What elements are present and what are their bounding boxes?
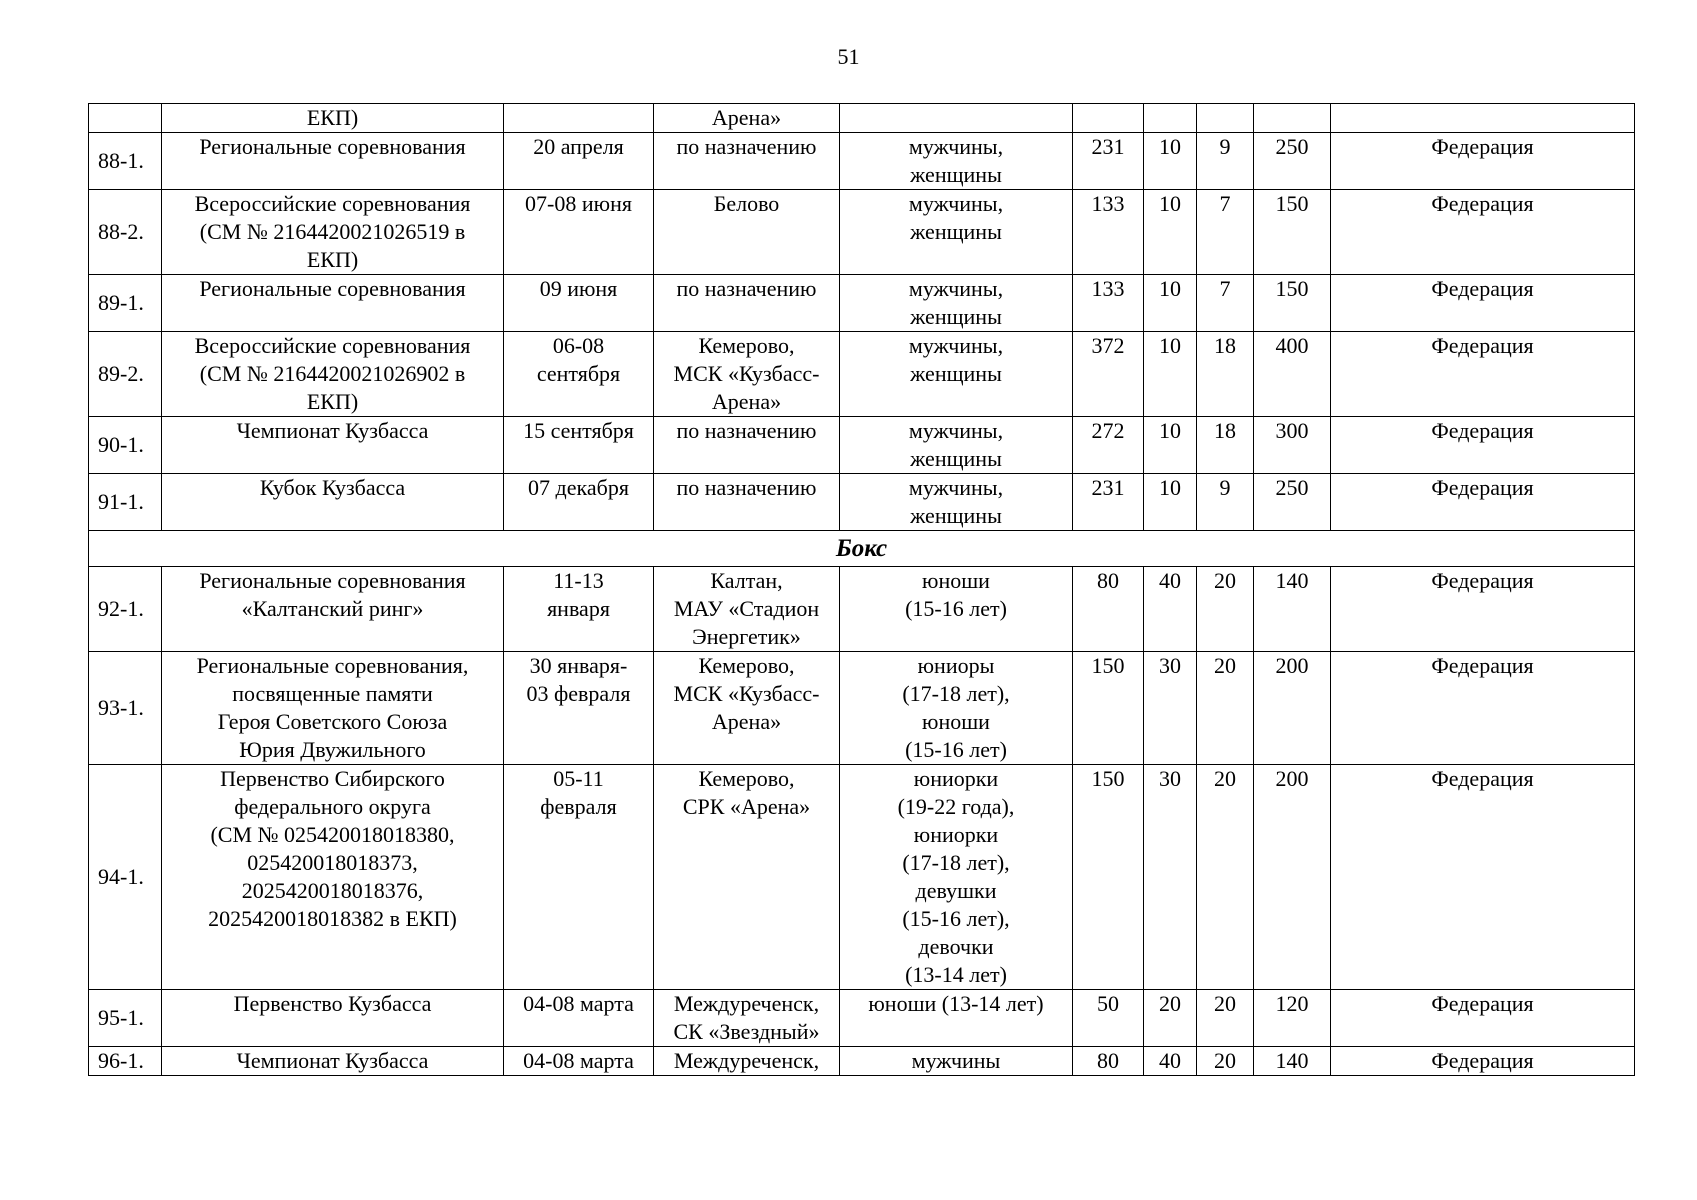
event-date xyxy=(504,474,654,531)
event-place xyxy=(654,190,840,275)
event-name-line: 2025420018018376, xyxy=(241,878,424,903)
event-place-line: по назначению xyxy=(676,134,817,159)
event-participants xyxy=(840,474,1073,531)
event-date xyxy=(504,417,654,474)
event-name-line: «Калтанский ринг» xyxy=(241,596,424,621)
event-date-line: 04-08 марта xyxy=(523,991,634,1016)
event-date-line: 06-08 xyxy=(552,333,605,358)
event-participants-line: девочки xyxy=(918,934,994,959)
event-name-line: Героя Советского Союза xyxy=(217,709,448,734)
count-1 xyxy=(1073,104,1144,133)
table-row xyxy=(89,765,1635,990)
count-1: 272 xyxy=(1073,417,1144,474)
count-2: 30 xyxy=(1144,765,1197,990)
event-place-line: Белово xyxy=(713,191,780,216)
event-date-line: 15 сентября xyxy=(523,418,634,443)
table-row xyxy=(89,133,1635,190)
table-row xyxy=(89,417,1635,474)
event-organizer: Федерация xyxy=(1331,652,1635,765)
event-participants xyxy=(840,104,1073,133)
event-place xyxy=(654,567,840,652)
event-place xyxy=(654,275,840,332)
event-date xyxy=(504,190,654,275)
event-date xyxy=(504,104,654,133)
events-table-body xyxy=(89,104,1635,1076)
count-2: 10 xyxy=(1144,332,1197,417)
count-total: 140 xyxy=(1254,567,1331,652)
page-number: 51 xyxy=(837,44,860,69)
event-participants-line: женщины xyxy=(910,361,1002,386)
event-organizer: Федерация xyxy=(1331,765,1635,990)
event-place-line: Междуреченск, xyxy=(673,1048,820,1073)
table-row xyxy=(89,474,1635,531)
count-3: 7 xyxy=(1197,275,1254,332)
event-participants xyxy=(840,417,1073,474)
event-number: 94-1. xyxy=(89,765,162,990)
count-total: 250 xyxy=(1254,474,1331,531)
count-2: 10 xyxy=(1144,417,1197,474)
event-participants-line: мужчины xyxy=(911,1048,1001,1073)
event-name xyxy=(162,765,504,990)
event-number: 89-1. xyxy=(89,275,162,332)
event-participants xyxy=(840,1047,1073,1076)
event-name-line: Региональные соревнования xyxy=(199,276,466,301)
event-name xyxy=(162,275,504,332)
event-date-line: 07 декабря xyxy=(528,475,629,500)
event-participants-line: юниорки xyxy=(913,766,999,791)
event-number: 95-1. xyxy=(89,990,162,1047)
event-organizer: Федерация xyxy=(1331,417,1635,474)
event-number: 96-1. xyxy=(89,1047,162,1076)
event-participants-line: девушки xyxy=(915,878,997,903)
event-name xyxy=(162,417,504,474)
event-name-line: Региональные соревнования, xyxy=(196,653,469,678)
event-name-line: Региональные соревнования xyxy=(199,134,466,159)
count-1: 150 xyxy=(1073,652,1144,765)
table-row xyxy=(89,990,1635,1047)
event-number xyxy=(89,104,162,133)
event-participants-line: юноши xyxy=(922,568,990,593)
event-place-line: Арена» xyxy=(711,389,782,414)
event-date-line: 20 апреля xyxy=(533,134,624,159)
count-total: 200 xyxy=(1254,652,1331,765)
event-name-line: Кубок Кузбасса xyxy=(259,475,406,500)
event-date-line: 03 февраля xyxy=(526,681,631,706)
count-total: 200 xyxy=(1254,765,1331,990)
event-place-line: Калтан, xyxy=(710,568,783,593)
event-place xyxy=(654,765,840,990)
event-place-line: СРК «Арена» xyxy=(682,794,811,819)
event-name xyxy=(162,332,504,417)
count-1: 80 xyxy=(1073,567,1144,652)
event-participants-line: (15-16 лет) xyxy=(905,596,1007,621)
section-header-row xyxy=(89,531,1635,567)
event-name-line: Юрия Двужильного xyxy=(239,737,426,762)
count-1: 133 xyxy=(1073,190,1144,275)
event-date xyxy=(504,765,654,990)
event-participants xyxy=(840,652,1073,765)
event-participants-line: женщины xyxy=(910,446,1002,471)
event-place xyxy=(654,1047,840,1076)
event-participants-line: (15-16 лет) xyxy=(905,737,1007,762)
event-organizer: Федерация xyxy=(1331,190,1635,275)
event-participants xyxy=(840,332,1073,417)
count-1: 150 xyxy=(1073,765,1144,990)
events-table xyxy=(88,103,1635,1076)
event-participants-line: мужчины, xyxy=(908,191,1004,216)
event-place xyxy=(654,104,840,133)
event-place-line: МСК «Кузбасс- xyxy=(673,361,820,386)
event-date-line: 30 января- xyxy=(529,653,628,678)
event-place xyxy=(654,652,840,765)
event-number: 88-2. xyxy=(89,190,162,275)
event-organizer: Федерация xyxy=(1331,567,1635,652)
event-organizer: Федерация xyxy=(1331,275,1635,332)
count-2: 20 xyxy=(1144,990,1197,1047)
count-1: 80 xyxy=(1073,1047,1144,1076)
event-organizer xyxy=(1331,104,1635,133)
event-name-line: Всероссийские соревнования xyxy=(194,333,471,358)
count-2: 10 xyxy=(1144,133,1197,190)
count-3: 7 xyxy=(1197,190,1254,275)
count-total xyxy=(1254,104,1331,133)
count-total: 150 xyxy=(1254,275,1331,332)
count-3: 9 xyxy=(1197,474,1254,531)
section-title: Бокс xyxy=(89,531,1635,567)
event-participants-line: юноши xyxy=(922,709,990,734)
event-place-line: Кемерово, xyxy=(698,653,795,678)
event-participants-line: женщины xyxy=(910,162,1002,187)
count-2: 10 xyxy=(1144,190,1197,275)
table-row xyxy=(89,332,1635,417)
event-date-line: 04-08 марта xyxy=(523,1048,634,1073)
event-participants-line: юноши (13-14 лет) xyxy=(868,991,1044,1016)
count-1: 231 xyxy=(1073,474,1144,531)
event-participants xyxy=(840,133,1073,190)
event-date-line: января xyxy=(547,596,610,621)
event-name-line: (СМ № 2164420021026902 в xyxy=(199,361,466,386)
event-number: 92-1. xyxy=(89,567,162,652)
count-2: 10 xyxy=(1144,474,1197,531)
count-total: 300 xyxy=(1254,417,1331,474)
event-name-line: Чемпионат Кузбасса xyxy=(236,1048,429,1073)
event-place-line: Кемерово, xyxy=(698,333,795,358)
count-2: 40 xyxy=(1144,567,1197,652)
count-2: 30 xyxy=(1144,652,1197,765)
count-3: 20 xyxy=(1197,567,1254,652)
count-1: 372 xyxy=(1073,332,1144,417)
event-name-line: 2025420018018382 в ЕКП) xyxy=(208,906,457,931)
event-participants-line: женщины xyxy=(910,219,1002,244)
count-3 xyxy=(1197,104,1254,133)
event-name xyxy=(162,1047,504,1076)
count-total: 250 xyxy=(1254,133,1331,190)
count-3: 18 xyxy=(1197,417,1254,474)
count-total: 140 xyxy=(1254,1047,1331,1076)
event-place-line: по назначению xyxy=(676,276,817,301)
event-place-line: Энергетик» xyxy=(692,624,801,649)
event-participants-line: женщины xyxy=(910,503,1002,528)
event-date xyxy=(504,567,654,652)
event-number: 88-1. xyxy=(89,133,162,190)
count-total: 400 xyxy=(1254,332,1331,417)
event-date xyxy=(504,652,654,765)
event-name xyxy=(162,190,504,275)
count-3: 20 xyxy=(1197,1047,1254,1076)
count-2 xyxy=(1144,104,1197,133)
table-row xyxy=(89,104,1635,133)
event-name-line: федерального округа xyxy=(234,794,431,819)
event-name xyxy=(162,990,504,1047)
event-name xyxy=(162,133,504,190)
event-place xyxy=(654,474,840,531)
event-date xyxy=(504,1047,654,1076)
count-2: 10 xyxy=(1144,275,1197,332)
event-participants-line: (17-18 лет), xyxy=(902,850,1010,875)
event-name xyxy=(162,652,504,765)
event-participants-line: (19-22 года), xyxy=(897,794,1015,819)
event-participants xyxy=(840,275,1073,332)
event-name-line: посвященные памяти xyxy=(232,681,433,706)
count-1: 231 xyxy=(1073,133,1144,190)
count-3: 20 xyxy=(1197,765,1254,990)
event-participants-line: юниоры xyxy=(917,653,995,678)
event-date xyxy=(504,275,654,332)
event-participants-line: женщины xyxy=(910,304,1002,329)
event-name-line: (СМ № 025420018018380, xyxy=(210,822,455,847)
event-name-line: Чемпионат Кузбасса xyxy=(236,418,429,443)
count-3: 18 xyxy=(1197,332,1254,417)
event-participants-line: (15-16 лет), xyxy=(902,906,1010,931)
table-row xyxy=(89,567,1635,652)
event-date xyxy=(504,332,654,417)
event-participants xyxy=(840,190,1073,275)
count-total: 150 xyxy=(1254,190,1331,275)
event-place-line: СК «Звездный» xyxy=(673,1019,820,1044)
event-name-line: Первенство Кузбасса xyxy=(233,991,432,1016)
event-place-line: МАУ «Стадион xyxy=(673,596,820,621)
event-number: 91-1. xyxy=(89,474,162,531)
event-organizer: Федерация xyxy=(1331,133,1635,190)
count-3: 20 xyxy=(1197,990,1254,1047)
event-organizer: Федерация xyxy=(1331,1047,1635,1076)
event-number: 93-1. xyxy=(89,652,162,765)
event-place xyxy=(654,332,840,417)
event-participants-line: мужчины, xyxy=(908,333,1004,358)
event-name-line: ЕКП) xyxy=(306,105,359,130)
event-name-line: ЕКП) xyxy=(306,389,359,414)
table-row xyxy=(89,190,1635,275)
event-name-line: (СМ № 2164420021026519 в xyxy=(199,219,466,244)
count-1: 50 xyxy=(1073,990,1144,1047)
event-participants-line: (17-18 лет), xyxy=(902,681,1010,706)
event-name-line: ЕКП) xyxy=(306,247,359,272)
event-date-line: 11-13 xyxy=(553,568,604,593)
table-row xyxy=(89,275,1635,332)
table-row xyxy=(89,1047,1635,1076)
event-participants-line: мужчины, xyxy=(908,418,1004,443)
count-total: 120 xyxy=(1254,990,1331,1047)
event-place-line: Междуреченск, xyxy=(673,991,820,1016)
event-date-line: 05-11 xyxy=(553,766,604,791)
event-date xyxy=(504,990,654,1047)
count-3: 20 xyxy=(1197,652,1254,765)
event-name-line: 025420018018373, xyxy=(247,850,418,875)
event-place-line: Арена» xyxy=(711,709,782,734)
event-participants-line: мужчины, xyxy=(908,134,1004,159)
count-1: 133 xyxy=(1073,275,1144,332)
event-participants xyxy=(840,765,1073,990)
event-name-line: Всероссийские соревнования xyxy=(194,191,471,216)
event-organizer: Федерация xyxy=(1331,332,1635,417)
event-place-line: по назначению xyxy=(676,475,817,500)
event-place xyxy=(654,133,840,190)
count-3: 9 xyxy=(1197,133,1254,190)
event-name-line: Региональные соревнования xyxy=(199,568,466,593)
event-name xyxy=(162,104,504,133)
event-participants-line: мужчины, xyxy=(908,276,1004,301)
table-row xyxy=(89,652,1635,765)
event-place xyxy=(654,417,840,474)
event-date xyxy=(504,133,654,190)
event-date-line: сентября xyxy=(536,361,621,386)
event-participants-line: юниорки xyxy=(913,822,999,847)
event-organizer: Федерация xyxy=(1331,474,1635,531)
event-participants-line: (13-14 лет) xyxy=(905,962,1007,987)
event-organizer: Федерация xyxy=(1331,990,1635,1047)
event-participants xyxy=(840,990,1073,1047)
event-participants-line: мужчины, xyxy=(908,475,1004,500)
event-place-line: МСК «Кузбасс- xyxy=(673,681,820,706)
event-name xyxy=(162,474,504,531)
event-place xyxy=(654,990,840,1047)
event-place-line: Арена» xyxy=(711,105,782,130)
count-2: 40 xyxy=(1144,1047,1197,1076)
event-number: 89-2. xyxy=(89,332,162,417)
event-place-line: по назначению xyxy=(676,418,817,443)
event-name-line: Первенство Сибирского xyxy=(220,766,445,791)
event-place-line: Кемерово, xyxy=(698,766,795,791)
event-date-line: 07-08 июня xyxy=(525,191,632,216)
event-number: 90-1. xyxy=(89,417,162,474)
event-date-line: февраля xyxy=(540,794,617,819)
event-name xyxy=(162,567,504,652)
event-participants xyxy=(840,567,1073,652)
event-date-line: 09 июня xyxy=(539,276,618,301)
